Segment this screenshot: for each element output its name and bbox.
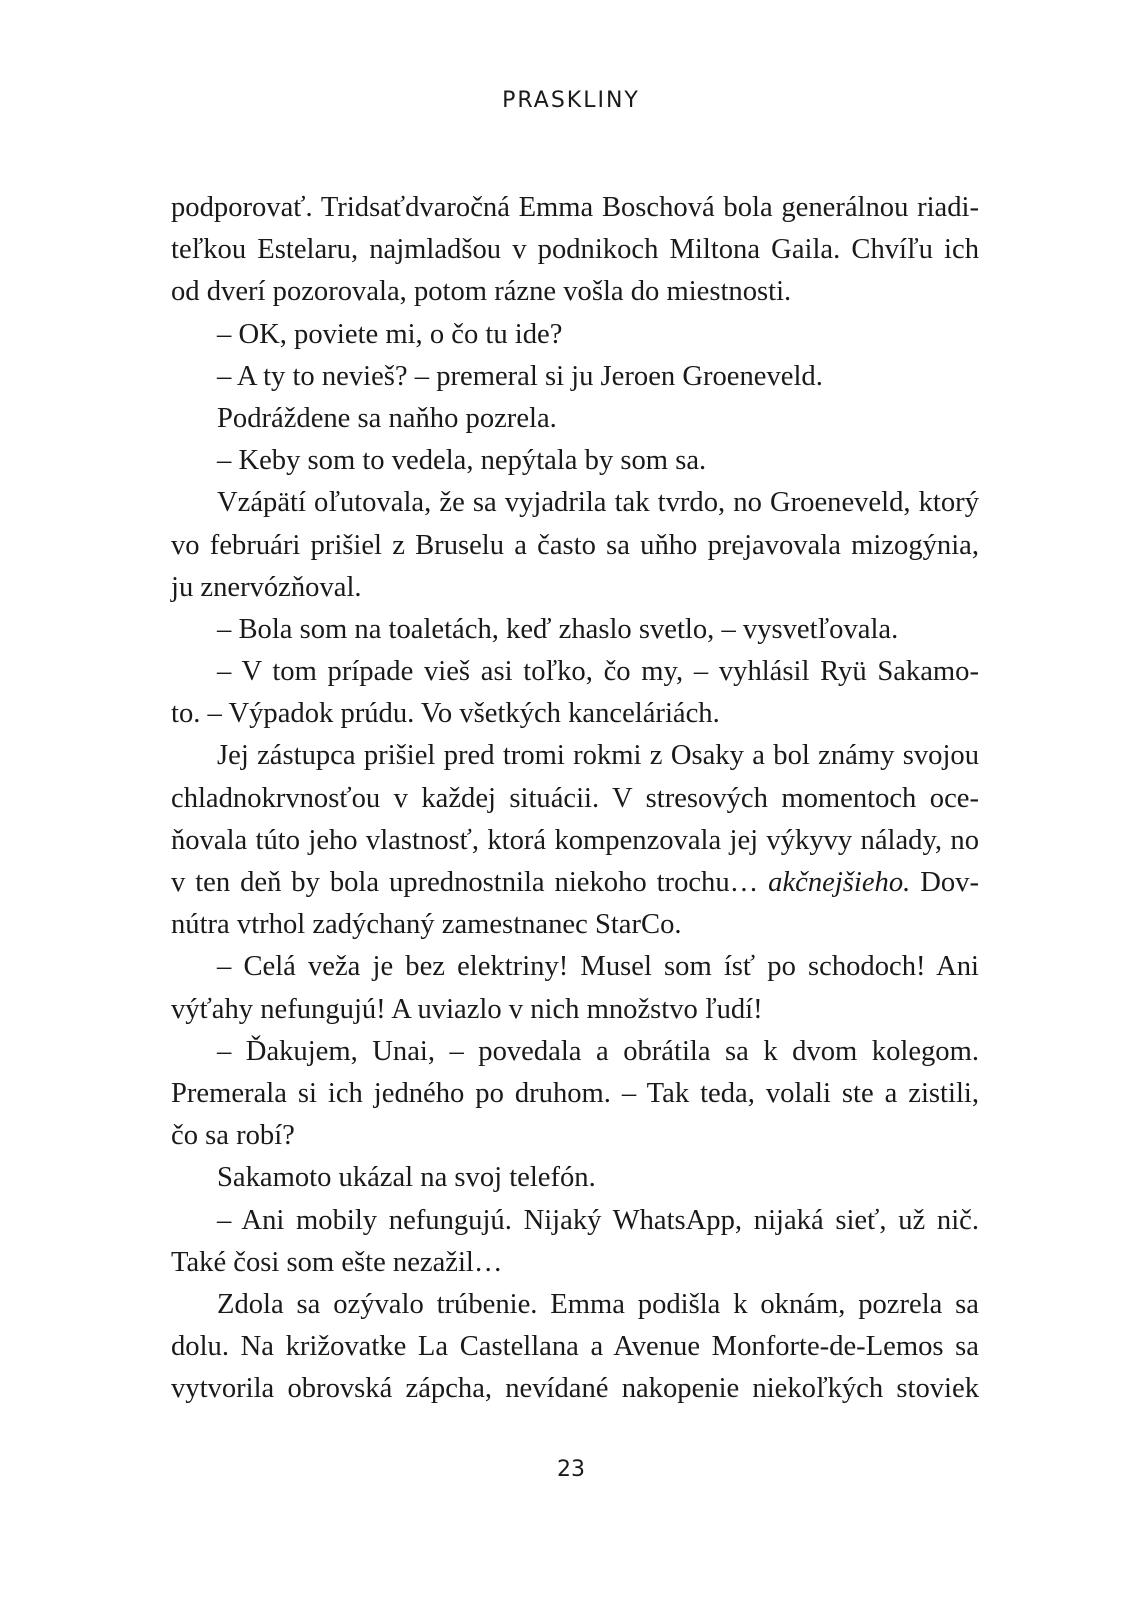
text-line: čo sa robí? bbox=[171, 1120, 295, 1152]
text-line: – V tom prípade vieš asi toľko, čo my, – vyhlásil Ryü Sakamo- bbox=[217, 656, 979, 688]
text-line: výťahy nefungujú! A uviazlo v nich množstvo ľudí! bbox=[171, 993, 763, 1025]
italic-word: akčnejšieho. bbox=[768, 867, 911, 898]
text-line: – Celá veža je bez elektriny! Musel som ísť po schodoch! Ani bbox=[217, 951, 979, 983]
text-line: – A ty to nevieš? – premeral si ju Jeroen Groeneveld. bbox=[217, 360, 823, 392]
text-line: vytvorila obrovská zápcha, nevídané nakopenie niekoľkých stoviek bbox=[171, 1373, 979, 1405]
text-segment: Dov- bbox=[910, 867, 979, 898]
text-line: Zdola sa ozývalo trúbenie. Emma podišla k oknám, pozrela sa bbox=[217, 1288, 979, 1320]
text-line: ňovala túto jeho vlastnosť, ktorá kompenzovala jej výkyvy nálady, no bbox=[171, 824, 979, 856]
text-line: dolu. Na križovatke La Castellana a Avenue Monforte-de-Lemos sa bbox=[171, 1331, 979, 1363]
text-line: Sakamoto ukázal na svoj telefón. bbox=[217, 1162, 596, 1194]
text-line: Jej zástupca prišiel pred tromi rokmi z Osaky a bol známy svojou bbox=[217, 740, 979, 772]
text-line: teľkou Estelaru, najmladšou v podnikoch Miltona Gaila. Chvíľu ich bbox=[171, 234, 979, 266]
text-line: – Ďakujem, Unai, – povedala a obrátila sa k dvom kolegom. bbox=[217, 1035, 979, 1067]
text-line: chladnokrvnosťou v každej situácii. V stresových momentoch oce- bbox=[171, 782, 979, 814]
text-line: Také čosi som ešte nezažil… bbox=[171, 1246, 503, 1278]
page-number: 23 bbox=[557, 1457, 585, 1482]
text-segment: v ten deň by bola uprednostnila niekoho trochu… bbox=[171, 867, 769, 898]
body-text bbox=[171, 187, 979, 1410]
text-line: vo februári prišiel z Bruselu a často sa uňho prejavovala mizogýnia, bbox=[171, 529, 979, 561]
text-line: – Keby som to vedela, nepýtala by som sa. bbox=[217, 445, 707, 477]
text-line: – Ani mobily nefungujú. Nijaký WhatsApp, nijaká sieť, už nič. bbox=[217, 1204, 979, 1236]
text-line: to. – Výpadok prúdu. Vo všetkých kanceláriách. bbox=[171, 698, 720, 730]
running-header: PRASKLINY bbox=[502, 88, 640, 113]
text-line: Vzápätí oľutovala, že sa vyjadrila tak tvrdo, no Groeneveld, ktorý bbox=[217, 487, 979, 519]
text-line: od dverí pozorovala, potom rázne vošla do miestnosti. bbox=[171, 276, 792, 308]
text-line: – OK, poviete mi, o čo tu ide? bbox=[217, 318, 563, 350]
text-line: – Bola som na toaletách, keď zhaslo svetlo, – vysvetľovala. bbox=[217, 613, 899, 645]
text-line: Podráždene sa naňho pozrela. bbox=[217, 402, 557, 434]
text-line: podporovať. Tridsaťdvaročná Emma Boschová bola generálnou riadi- bbox=[171, 192, 979, 223]
text-line: nútra vtrhol zadýchaný zamestnanec StarCo. bbox=[171, 909, 682, 941]
text-line-with-italic bbox=[171, 862, 979, 904]
text-line: Premerala si ich jedného po druhom. – Tak teda, volali ste a zistili, bbox=[171, 1077, 979, 1109]
text-line: ju znervózňoval. bbox=[171, 571, 362, 603]
